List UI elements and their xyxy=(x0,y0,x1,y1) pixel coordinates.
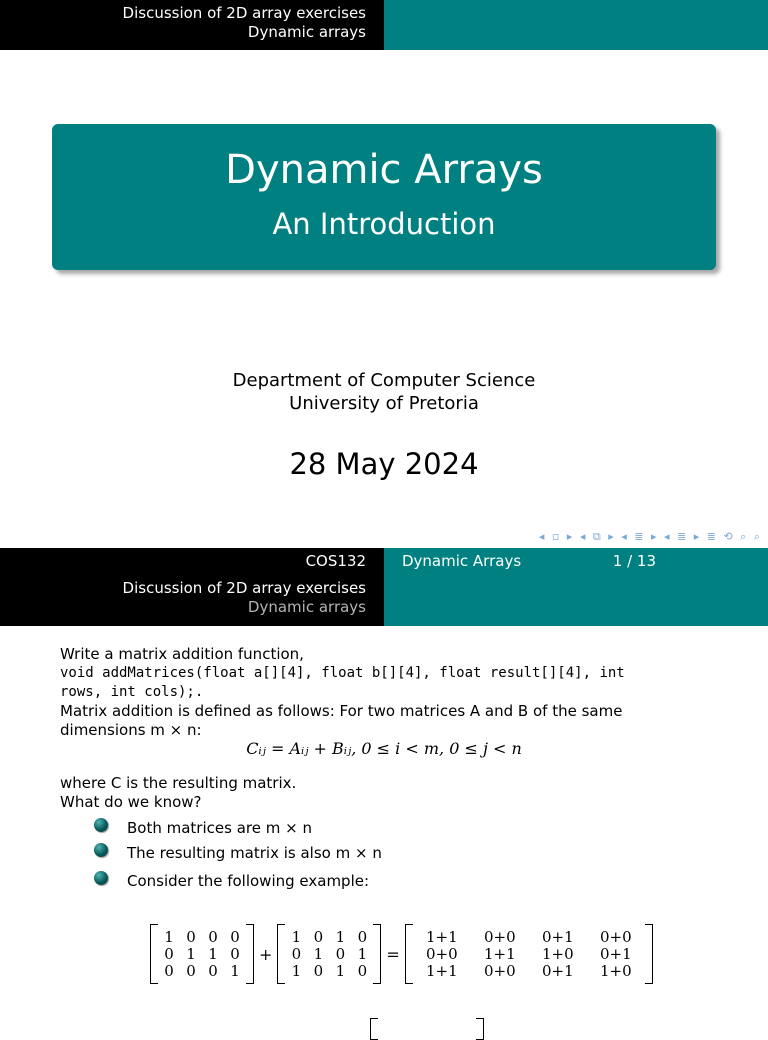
slide1-section-title[interactable]: Discussion of 2D array exercises xyxy=(122,4,366,22)
presentation-title: Dynamic Arrays xyxy=(225,147,543,193)
definition-line2: dimensions m × n: xyxy=(60,721,202,739)
matrix-cell: 1 xyxy=(186,944,196,963)
slide2-section-title[interactable]: Discussion of 2D array exercises xyxy=(122,579,366,597)
matrix-cell: 0 xyxy=(186,927,196,946)
footer-title: Dynamic Arrays xyxy=(402,552,522,570)
slide2-header-right xyxy=(384,575,768,626)
matrix-cell: 1+1 xyxy=(483,944,516,963)
matrix-equation xyxy=(150,924,653,984)
matrix-cell: 0+0 xyxy=(483,927,516,946)
title-box xyxy=(52,124,716,270)
matrix-cell: 0 xyxy=(230,927,240,946)
where-text: where C is the resulting matrix. xyxy=(60,774,297,792)
plus-sign: + xyxy=(259,944,273,964)
institute-university: University of Pretoria xyxy=(289,393,479,414)
matrix-cell: 0 xyxy=(335,944,346,963)
matrix-cell: 0 xyxy=(186,961,196,980)
next-matrix-bracket xyxy=(476,1018,484,1040)
matrix-sum-grid xyxy=(413,929,645,980)
function-signature-line1: void addMatrices(float a[][4], float b[][4], float result[][4], int xyxy=(60,665,625,681)
matrix-cell: 0 xyxy=(357,927,368,946)
matrix-cell: 0+0 xyxy=(425,944,458,963)
intro-text: Write a matrix addition function, xyxy=(60,645,304,663)
footer-course: COS132 xyxy=(305,552,366,570)
matrix-cell: 0 xyxy=(164,961,174,980)
matrix-cell: 1 xyxy=(164,927,174,946)
addition-formula: Cᵢⱼ = Aᵢⱼ + Bᵢⱼ, 0 ≤ i < m, 0 ≤ j < n xyxy=(246,739,522,758)
matrix-cell: 0 xyxy=(313,961,324,980)
function-signature-line2: rows, int cols);. xyxy=(60,684,204,700)
left-bracket xyxy=(150,924,158,984)
question-text: What do we know? xyxy=(60,793,202,811)
matrix-sum xyxy=(405,924,653,984)
matrix-cell: 1+0 xyxy=(541,944,574,963)
bullet-item: The resulting matrix is also m × n xyxy=(127,844,382,862)
matrix-b xyxy=(277,924,381,984)
matrix-cell: 0+1 xyxy=(599,944,632,963)
matrix-cell: 0 xyxy=(230,944,240,963)
bullet-icon xyxy=(94,818,108,832)
matrix-cell: 1 xyxy=(208,944,218,963)
bullet-icon xyxy=(94,843,108,857)
matrix-cell: 1+1 xyxy=(425,961,458,980)
matrix-cell: 1 xyxy=(357,944,368,963)
matrix-cell: 1 xyxy=(291,927,302,946)
matrix-b-grid xyxy=(285,929,373,980)
matrix-cell: 1 xyxy=(291,961,302,980)
matrix-cell: 1 xyxy=(230,961,240,980)
presentation-date: 28 May 2024 xyxy=(289,447,479,481)
matrix-cell: 0+0 xyxy=(483,961,516,980)
next-matrix-bracket xyxy=(370,1018,378,1040)
matrix-cell: 0+1 xyxy=(541,927,574,946)
matrix-cell: 0+0 xyxy=(599,927,632,946)
matrix-cell: 1+0 xyxy=(599,961,632,980)
bullet-item: Both matrices are m × n xyxy=(127,819,312,837)
matrix-cell: 1 xyxy=(313,944,324,963)
matrix-cell: 0 xyxy=(313,927,324,946)
matrix-cell: 0 xyxy=(291,944,302,963)
matrix-cell: 1+1 xyxy=(425,927,458,946)
bullet-icon xyxy=(94,871,108,885)
matrix-a xyxy=(150,924,254,984)
navigation-symbols[interactable]: ◂ ▫ ▸ ◂ ⧉ ▸ ◂ ≣ ▸ ◂ ≣ ▸ ≣ ⟲ ⌕ ⌕ xyxy=(538,530,762,543)
right-bracket xyxy=(246,924,254,984)
right-bracket xyxy=(645,924,653,984)
slide2-subsection-title[interactable]: Dynamic arrays xyxy=(247,598,366,616)
bullet-item: Consider the following example: xyxy=(127,872,370,890)
equals-sign: = xyxy=(386,944,400,964)
matrix-cell: 0 xyxy=(164,944,174,963)
matrix-cell: 0 xyxy=(208,927,218,946)
footer-page-number: 1 / 13 xyxy=(612,552,656,570)
left-bracket xyxy=(405,924,413,984)
matrix-cell: 0 xyxy=(208,961,218,980)
slide1-subsection-title[interactable]: Dynamic arrays xyxy=(247,23,366,41)
matrix-cell: 0+1 xyxy=(541,961,574,980)
slide1-header-right xyxy=(384,0,768,50)
presentation-subtitle: An Introduction xyxy=(272,207,496,241)
matrix-a-grid xyxy=(158,929,246,980)
institute-department: Department of Computer Science xyxy=(232,370,536,391)
right-bracket xyxy=(373,924,381,984)
left-bracket xyxy=(277,924,285,984)
matrix-cell: 0 xyxy=(357,961,368,980)
matrix-cell: 1 xyxy=(335,961,346,980)
definition-line1: Matrix addition is defined as follows: For two matrices A and B of the same xyxy=(60,702,623,720)
matrix-cell: 1 xyxy=(335,927,346,946)
